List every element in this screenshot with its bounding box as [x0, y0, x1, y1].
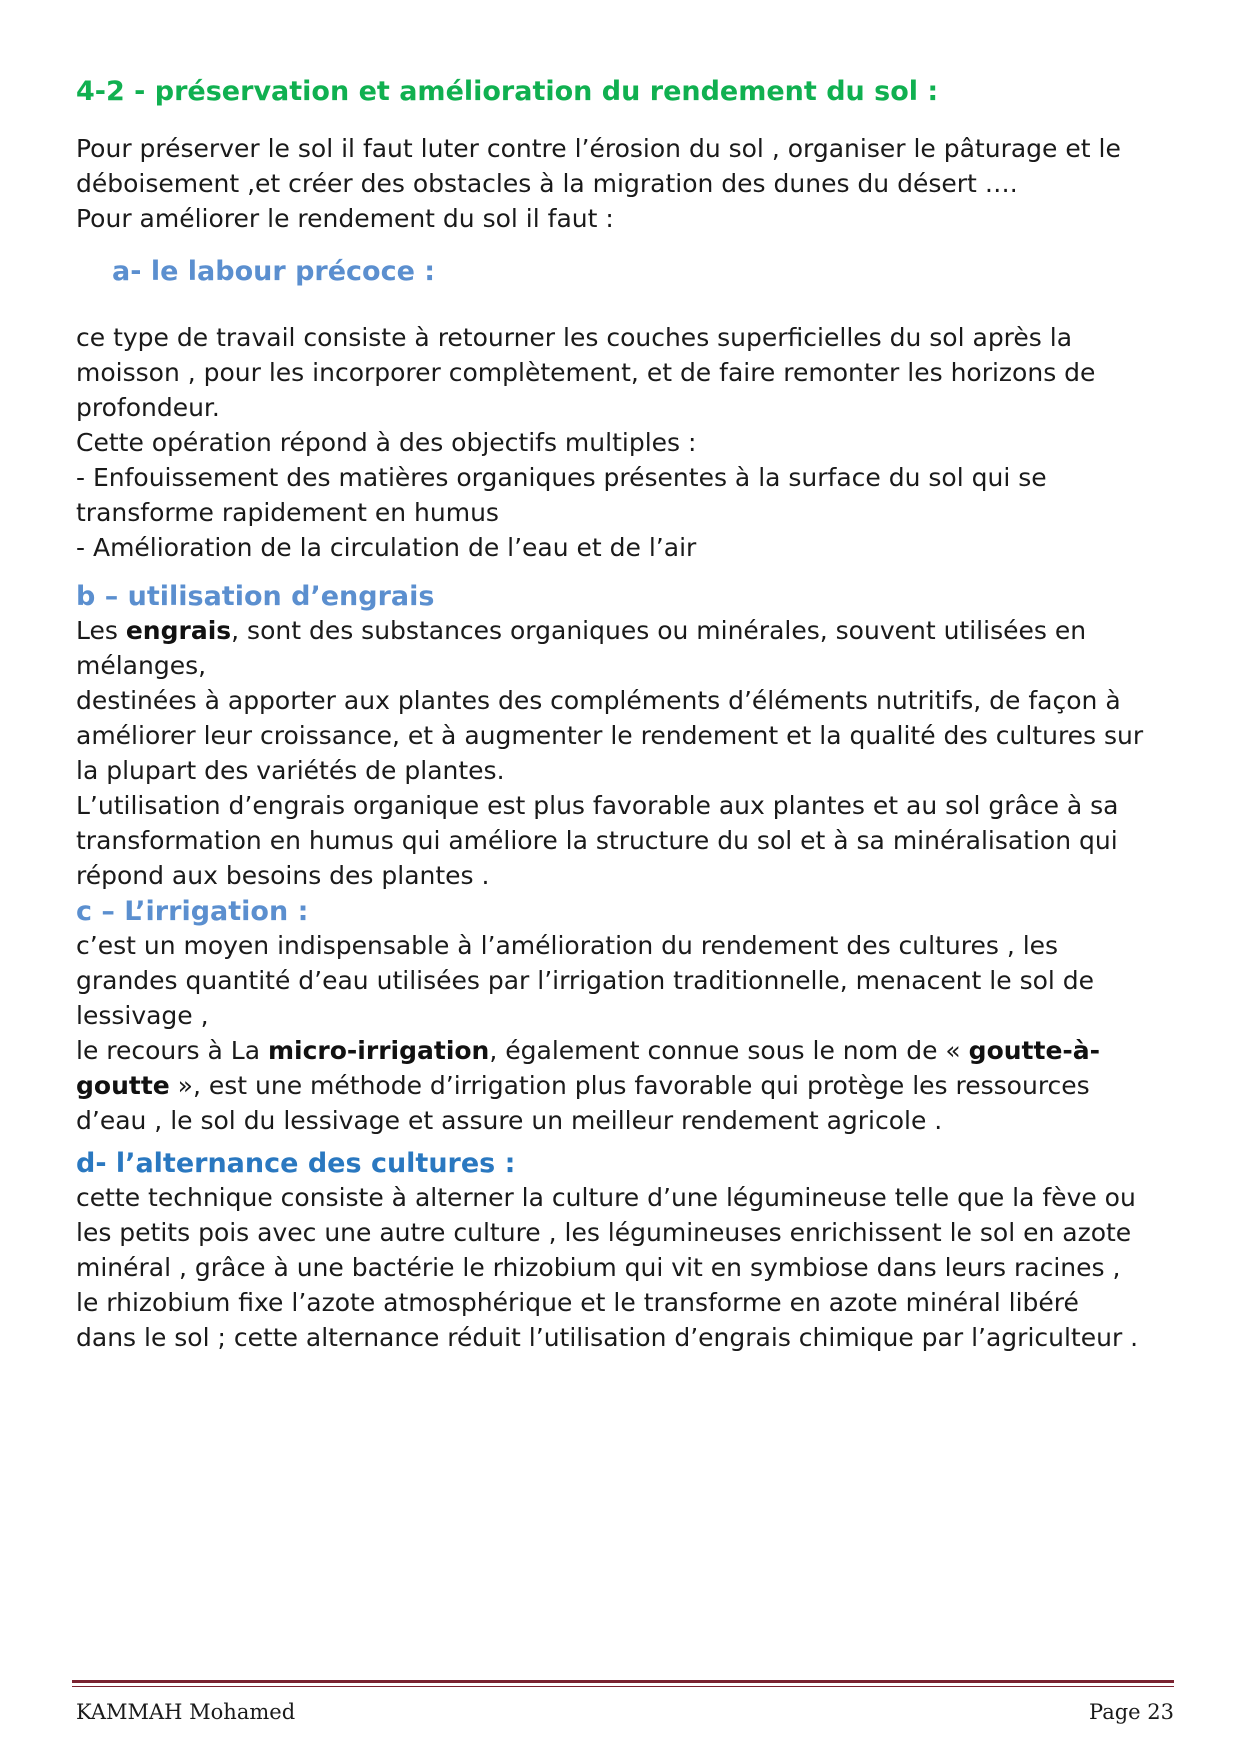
text-line: profondeur. [76, 393, 220, 422]
text-line [76, 613, 1176, 648]
text-line: améliorer leur croissance, et à augmenter le rendement et la qualité des cultures sur [76, 721, 1144, 750]
bold-term-micro-irrigation: micro-irrigation [267, 1036, 490, 1065]
text-line: Pour préserver le sol il faut luter contre l’érosion du sol , organiser le pâturage et le [76, 134, 1121, 163]
text-line: déboisement ,et créer des obstacles à la migration des dunes du désert …. [76, 169, 1018, 198]
text-line: les petits pois avec une autre culture , les légumineuses enrichissent le sol en azote [76, 1218, 1132, 1247]
text-line: Pour améliorer le rendement du sol il faut : [76, 204, 614, 233]
text-run: », est une méthode d’irrigation plus favorable qui protège les ressources [169, 1071, 1090, 1100]
bold-term-goutte: goutte [76, 1071, 170, 1100]
text-line: mélanges, [76, 651, 207, 680]
text-line: minéral , grâce à une bactérie le rhizobium qui vit en symbiose dans leurs racines , [76, 1253, 1121, 1282]
section-a-paragraph [76, 320, 1176, 565]
text-line: d’eau , le sol du lessivage et assure un meilleur rendement agricole . [76, 1106, 943, 1135]
section-d-paragraph [76, 1180, 1176, 1355]
text-line: la plupart des variétés de plantes. [76, 756, 505, 785]
section-c-paragraph [76, 928, 1176, 1138]
text-line: lessivage , [76, 1001, 209, 1030]
text-run: , également connue sous le nom de « [489, 1036, 969, 1065]
section-a-heading: a- le labour précoce : [112, 256, 436, 287]
text-line [76, 1033, 1176, 1068]
text-line: c’est un moyen indispensable à l’amélioration du rendement des cultures , les [76, 931, 1059, 960]
text-line: le rhizobium fixe l’azote atmosphérique et le transforme en azote minéral libéré [76, 1288, 1079, 1317]
bold-term-goutte-a: goutte-à- [968, 1036, 1101, 1065]
text-line [76, 1068, 1176, 1103]
text-line: - Enfouissement des matières organiques présentes à la surface du sol qui se [76, 463, 1047, 492]
section-d-heading: d- l’alternance des cultures : [76, 1148, 516, 1179]
text-run: Les [76, 616, 126, 645]
section-b-paragraph [76, 613, 1176, 893]
section-b-heading: b – utilisation d’engrais [76, 581, 435, 612]
text-line: destinées à apporter aux plantes des compléments d’éléments nutritifs, de façon à [76, 686, 1121, 715]
text-line: L’utilisation d’engrais organique est plus favorable aux plantes et au sol grâce à sa [76, 791, 1119, 820]
section-4-2-heading: 4-2 - préservation et amélioration du rendement du sol : [76, 76, 939, 107]
bold-term-engrais: engrais [125, 616, 232, 645]
footer-divider [72, 1680, 1174, 1687]
section-4-2-paragraph [76, 131, 1176, 236]
footer-author: KAMMAH Mohamed [76, 1700, 296, 1724]
text-line: répond aux besoins des plantes . [76, 861, 490, 890]
text-line: transformation en humus qui améliore la structure du sol et à sa minéralisation qui [76, 826, 1118, 855]
text-line: transforme rapidement en humus [76, 498, 499, 527]
text-run: , sont des substances organiques ou minérales, souvent utilisées en [231, 616, 1087, 645]
text-line: dans le sol ; cette alternance réduit l’utilisation d’engrais chimique par l’agriculteur . [76, 1323, 1139, 1352]
text-line: cette technique consiste à alterner la culture d’une légumineuse telle que la fève ou [76, 1183, 1136, 1212]
section-c-heading: c – L’irrigation : [76, 896, 309, 927]
text-line: grandes quantité d’eau utilisées par l’irrigation traditionnelle, menacent le sol de [76, 966, 1095, 995]
text-line: - Amélioration de la circulation de l’eau et de l’air [76, 533, 697, 562]
text-line: Cette opération répond à des objectifs multiples : [76, 428, 697, 457]
text-line: ce type de travail consiste à retourner les couches superficielles du sol après la [76, 323, 1073, 352]
text-run: le recours à La [76, 1036, 268, 1065]
footer-page-number: Page 23 [1089, 1700, 1174, 1724]
text-line: moisson , pour les incorporer complètement, et de faire remonter les horizons de [76, 358, 1096, 387]
